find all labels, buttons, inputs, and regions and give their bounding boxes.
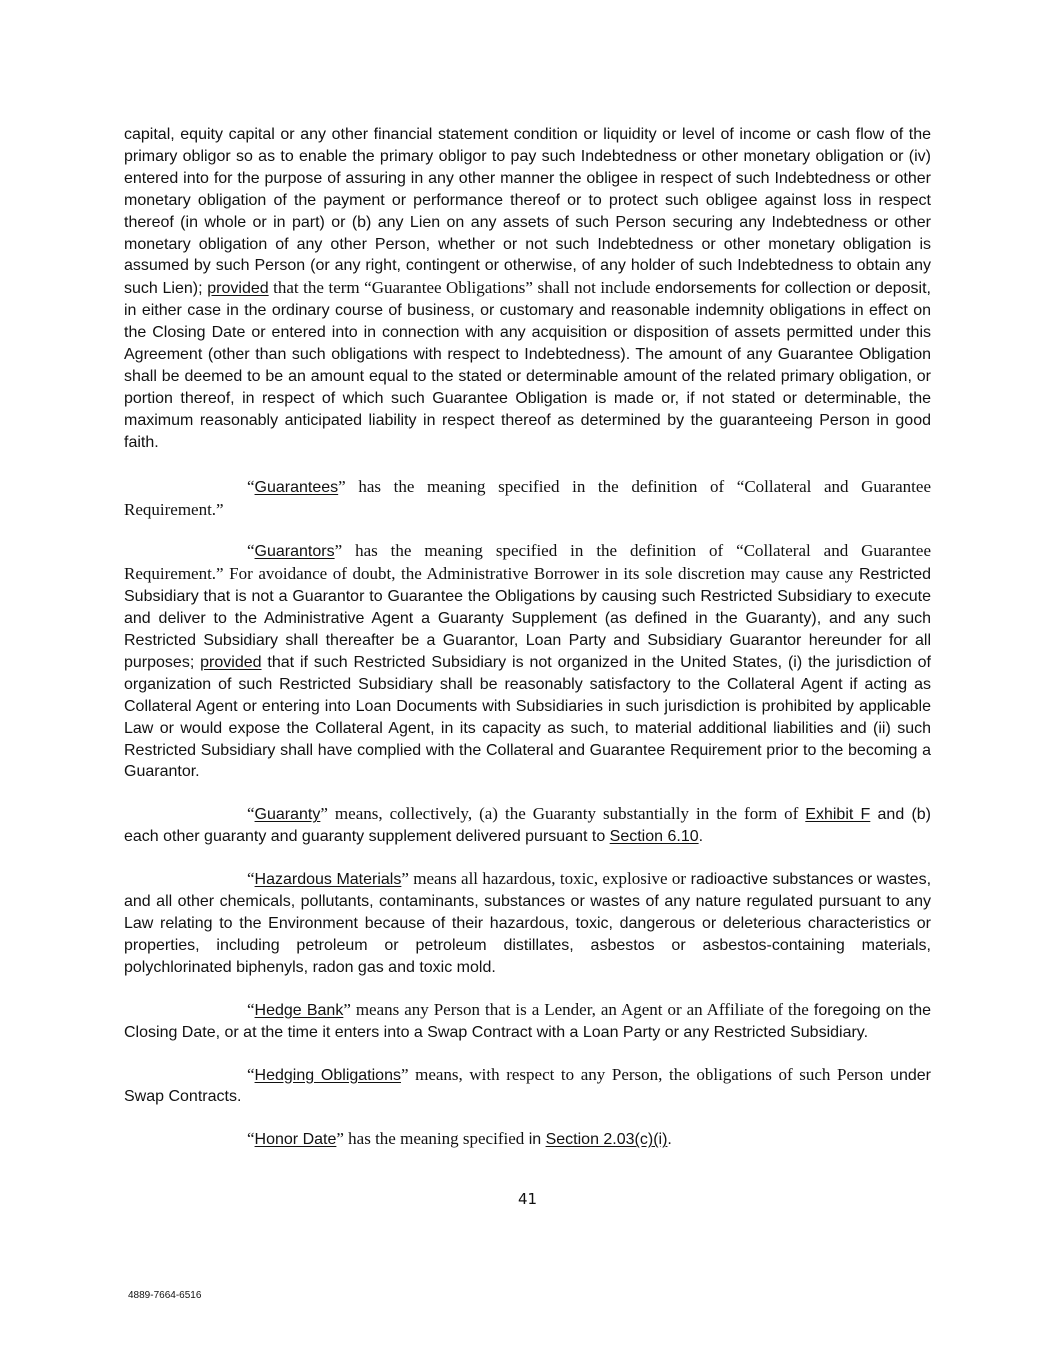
definition-text: Restricted Subsidiary that is not a Guarantor to Guarantee the Obligations by causing such Restricted Subsidiary to execute and deliver to the Administrative Agent a Guaranty Supplement (as defined in the Guaranty), and any such Restricted Subsidiary shall thereafter be a Guarantor, Loan Party and Subsidiary Guarantor hereunder for all purposes; (124, 566, 931, 671)
definition-guarantors (124, 540, 931, 783)
definition-hedging-obligations (124, 1064, 931, 1109)
definition-text: that if such Restricted Subsidiary is not organized in the United States, (i) the jurisdiction of organization of such Restricted Subsidiary shall be reasonably satisfactory to the Collateral Agent if acting as Collateral Agent or entering into Loan Documents with Subsidiaries in such jurisdiction is prohibited by applicable Law or would expose the Collateral Agent, in its capacity as such, to material additional liabilities and (ii) such Restricted Subsidiary shall have complied with the Collateral and Guarantee Requirement prior to the becoming a Guarantor. (124, 653, 931, 781)
page-number: 41 (517, 1190, 538, 1208)
definition-text: . (667, 1131, 672, 1149)
definition-text: ” means any Person that is a Lender, an Agent or an Affiliate of the (343, 999, 809, 1019)
definition-text: ” has the meaning specified in the definition of “Collateral and Guarantee Requirement.” (124, 476, 931, 519)
guarantee-obligations-continuation (124, 124, 931, 454)
defined-term: Honor Date (254, 1131, 337, 1149)
definition-text: ” has the meaning specified in the definition of “Collateral and Guarantee Requirement.” For avoidance of doubt, the Administrative Borrower in its sole discretion may cause any (124, 541, 931, 584)
document-body (124, 124, 931, 1171)
definition-hedge-bank (124, 999, 931, 1044)
document-id: 4889-7664-6516 (128, 1290, 202, 1301)
defined-term: Guaranty (254, 806, 321, 824)
section-reference: Section 6.10 (609, 828, 699, 846)
definition-guarantees (124, 476, 931, 521)
paragraph-text: capital, equity capital or any other financial statement condition or liquidity or level of income or cash flow of the primary obligor so as to enable the primary obligor to pay such Indebtedness or other monetary obligation or (iv) entered into for the purpose of assuring in any other manner the obligee in respect of such Indebtedness or other monetary obligation of the payment or performance thereof or to protect such obligee against loss in respect thereof (in whole or in part) or (b) any Lien on any assets of such Person securing any Indebtedness or other monetary obligation of any other Person, whether or not such Indebtedness or other monetary obligation is assumed by such Person (or any right, contingent or otherwise, of any holder of such Indebtedness to obtain any such Lien); (124, 126, 931, 298)
open-quote: “ (247, 476, 255, 496)
definition-text: ” means, with respect to any Person, the obligations of such Person (400, 1064, 884, 1084)
definition-text: and (b) each other guaranty and guaranty supplement delivered pursuant to (124, 806, 931, 846)
open-quote: “ (247, 1129, 255, 1149)
definition-text: . (698, 828, 704, 846)
definition-text: ” means, collectively, (a) the Guaranty substantially in the form of (320, 804, 806, 824)
definition-text: in (524, 1131, 546, 1149)
section-reference: Section 2.03(c)(i) (545, 1131, 668, 1149)
definition-guaranty (124, 803, 931, 848)
provided-term: provided (207, 280, 269, 298)
defined-term: Hazardous Materials (254, 871, 402, 889)
defined-term: Hedging Obligations (254, 1066, 401, 1084)
defined-term: Guarantors (254, 543, 335, 561)
definition-text: ” means all hazardous, toxic, explosive or (401, 869, 687, 889)
definition-hazardous-materials (124, 868, 931, 979)
provided-term: provided (200, 653, 262, 671)
open-quote: “ (247, 999, 255, 1019)
paragraph-text: that the term “Guarantee Obligations” shall not include (268, 278, 651, 298)
open-quote: “ (247, 804, 255, 824)
defined-term: Hedge Bank (254, 1001, 344, 1019)
definition-honor-date (124, 1128, 931, 1151)
open-quote: “ (247, 869, 255, 889)
definition-text: ” has the meaning specified (336, 1129, 525, 1149)
definition-text: radioactive substances or wastes, and all other chemicals, pollutants, contaminants, substances or wastes of any nature regulated pursuant to any Law relating to the Environment because of their hazardous, toxic, dangerous or deleterious characteristics or properties, including petroleum or petroleum distillates, asbestos or asbestos-containing materials, polychlorinated biphenyls, radon gas and toxic mold. (124, 871, 932, 976)
paragraph-text: endorsements for collection or deposit, in either case in the ordinary course of business, or customary and reasonable indemnity obligations in effect on the Closing Date or entered into in connection with any acquisition or disposition of assets permitted under this Agreement (other than such obligations with respect to Indebtedness). The amount of any Guarantee Obligation shall be deemed to be an amount equal to the stated or determinable amount of the related primary obligation, or portion thereof, in respect of which such Guarantee Obligation is made or, if not stated or determinable, the maximum reasonably anticipated liability in respect thereof as determined by the guaranteeing Person in good faith. (124, 280, 931, 451)
definition-text: under Swap Contracts. (124, 1066, 931, 1106)
open-quote: “ (247, 1064, 255, 1084)
exhibit-reference: Exhibit F (805, 806, 871, 824)
open-quote: “ (247, 541, 255, 561)
definition-text: foregoing on the Closing Date, or at the time it enters into a Swap Contract with a Loan Party or any Restricted Subsidiary. (124, 1001, 932, 1041)
defined-term: Guarantees (254, 478, 339, 496)
